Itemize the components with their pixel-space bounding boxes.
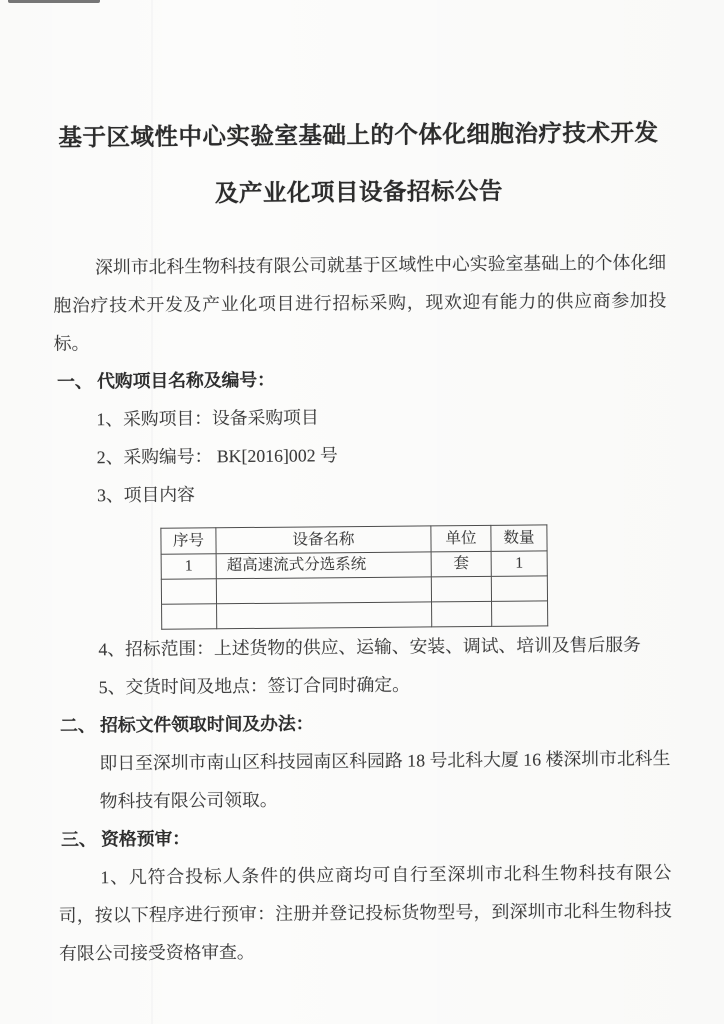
table-row (161, 576, 547, 604)
section-1-item-1: 1、采购项目：设备采购项目 (96, 407, 319, 430)
section-2-title: 招标文件领取时间及办法： (99, 713, 314, 736)
section-1-item-5: 5、交货时间及地点：签订合同时确定。 (98, 674, 411, 698)
cell-seq: 1 (161, 554, 216, 579)
cell-qty (492, 601, 548, 626)
cell-unit (431, 576, 491, 602)
table-header-unit: 单位 (431, 525, 491, 552)
section-1-item-3: 3、项目内容 (96, 484, 195, 506)
section-1-number: 一、 (56, 371, 93, 392)
table-header-qty: 数量 (491, 525, 547, 551)
document-title (52, 105, 666, 224)
section-3-heading (58, 815, 671, 858)
cell-qty: 1 (491, 551, 547, 576)
title-line-2: 及产业化项目设备招标公告 (214, 178, 504, 208)
cell-unit (432, 601, 492, 627)
cell-unit: 套 (431, 551, 491, 577)
section-2-number: 二、 (60, 715, 96, 736)
cell-equipment-name (216, 577, 431, 604)
section-1-title: 代购项目名称及编号： (96, 369, 275, 392)
table-row (162, 601, 548, 629)
section-2-body: 即日至深圳市南山区科技园南区科园路 18 号北科大厦 16 楼深圳市北科生物科技有限公司领取。 (99, 748, 671, 812)
table-row (161, 551, 547, 579)
section-3-body: 1、凡符合投标人条件的供应商均可自行至深圳市北科生物科技有限公司，按以下程序进行预审：注册并登记投标货物型号，到深圳市北科生物科技有限公司接受资格审查。 (58, 862, 672, 964)
cell-seq (161, 579, 216, 604)
equipment-table (160, 524, 548, 629)
table-header-row (161, 525, 547, 554)
cell-equipment-name: 超高速流式分选系统 (216, 552, 431, 579)
section-3-title: 资格预审： (100, 828, 191, 850)
table-header-name: 设备名称 (216, 526, 431, 554)
section-1-heading (54, 357, 667, 400)
section-2-heading (57, 701, 670, 744)
document-body (53, 243, 672, 972)
intro-paragraph: 深圳市北科生物科技有限公司就基于区域性中心实验室基础上的个体化细胞治疗技术开发及产业化项目进行招标采购，现欢迎有能力的供应商参加投标。 (53, 252, 667, 354)
title-line-1: 基于区域性中心实验室基础上的个体化细胞治疗技术开发 (58, 120, 659, 152)
cell-seq (162, 604, 217, 629)
section-3-number: 三、 (60, 829, 97, 850)
document-content (51, 0, 672, 973)
cell-qty (491, 576, 547, 601)
section-1-item-4: 4、招标范围：上述货物的供应、运输、安装、调试、培训及售后服务 (98, 634, 641, 660)
cell-equipment-name (217, 602, 432, 629)
section-1-item-2: 2、采购编号： BK[2016]002 号 (96, 445, 338, 468)
table-header-seq: 序号 (161, 528, 216, 554)
